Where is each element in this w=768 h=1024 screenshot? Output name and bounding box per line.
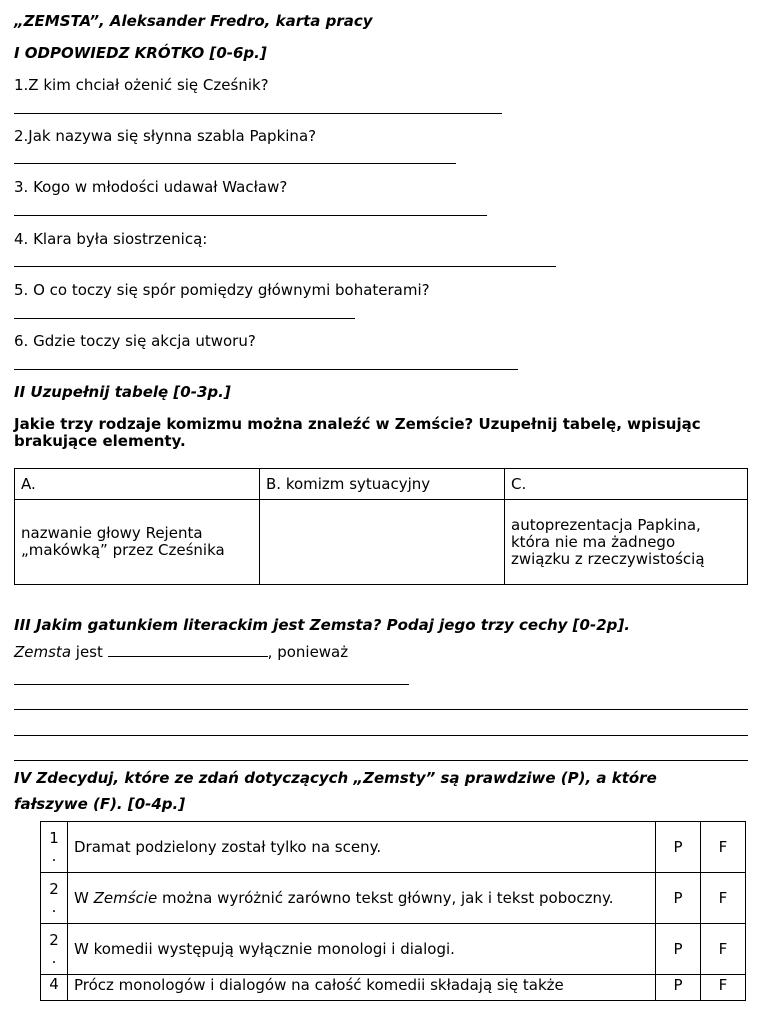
question-1: 1.Z kim chciał ożenić się Cześnik? bbox=[14, 76, 269, 94]
section-3-line-3[interactable] bbox=[14, 735, 748, 736]
answer-line-3[interactable] bbox=[14, 215, 487, 216]
section-2-instruction-line-2: brakujące elementy. bbox=[14, 432, 186, 450]
table-cell-b-empty[interactable] bbox=[260, 500, 505, 585]
table-row bbox=[41, 822, 746, 873]
row-number-dot: . bbox=[51, 847, 57, 865]
table-row bbox=[41, 924, 746, 975]
table-cell-c-line-1: autoprezentacja Papkina, bbox=[511, 515, 701, 534]
answer-line-2[interactable] bbox=[14, 163, 456, 164]
true-option[interactable]: P bbox=[656, 873, 701, 924]
work-title: Zemsta bbox=[14, 643, 72, 661]
section-2-heading: II Uzupełnij tabelę [0-3p.] bbox=[14, 383, 231, 401]
table-cell-a bbox=[15, 500, 260, 585]
section-1-heading: I ODPOWIEDZ KRÓTKO [0-6p.] bbox=[14, 44, 267, 62]
answer-line-1[interactable] bbox=[14, 113, 502, 114]
section-4-heading-line-2: fałszywe (F). [0-4p.] bbox=[14, 795, 186, 813]
table-row bbox=[41, 975, 746, 1001]
false-option[interactable]: F bbox=[701, 822, 746, 873]
section-2-instruction-line-1: Jakie trzy rodzaje komizmu można znaleźć w Zemście? Uzupełnij tabelę, wpisując bbox=[14, 415, 701, 433]
statement-text bbox=[68, 873, 656, 924]
worksheet-title: „ZEMSTA”, Aleksander Fredro, karta pracy bbox=[14, 12, 373, 30]
true-option[interactable]: P bbox=[656, 924, 701, 975]
statement-text: Dramat podzielony został tylko na sceny. bbox=[68, 822, 656, 873]
table-header-b: B. komizm sytuacyjny bbox=[260, 469, 505, 500]
section-4-heading-line-1: IV Zdecyduj, które ze zdań dotyczących „Zemsty” są prawdziwe (P), a które bbox=[14, 769, 657, 787]
answer-line-4[interactable] bbox=[14, 266, 556, 267]
table-cell-c-line-3: związku z rzeczywistością bbox=[511, 549, 705, 568]
comedy-types-table bbox=[14, 468, 748, 585]
question-3: 3. Kogo w młodości udawał Wacław? bbox=[14, 178, 288, 196]
statement-text-italic: Zemście bbox=[93, 889, 158, 907]
table-cell-c bbox=[505, 500, 748, 585]
answer-line-5[interactable] bbox=[14, 318, 355, 319]
row-number-dot: . bbox=[51, 898, 57, 916]
false-option[interactable]: F bbox=[701, 975, 746, 1001]
table-row bbox=[41, 873, 746, 924]
table-cell-a-line-2: „makówką” przez Cześnika bbox=[21, 541, 225, 559]
question-6: 6. Gdzie toczy się akcja utworu? bbox=[14, 332, 256, 350]
table-cell-c-line-2: która nie ma żadnego bbox=[511, 532, 676, 551]
true-false-table bbox=[40, 821, 746, 1001]
section-3-line-2[interactable] bbox=[14, 709, 748, 710]
false-option[interactable]: F bbox=[701, 924, 746, 975]
table-cell-a-line-1: nazwanie głowy Rejenta bbox=[21, 524, 203, 542]
true-option[interactable]: P bbox=[656, 975, 701, 1001]
table-header-c: C. bbox=[505, 469, 748, 500]
row-number bbox=[41, 873, 68, 924]
false-option[interactable]: F bbox=[701, 873, 746, 924]
question-5: 5. O co toczy się spór pomiędzy głównymi bohaterami? bbox=[14, 281, 430, 299]
section-3-answer-start bbox=[14, 642, 348, 661]
row-number bbox=[41, 924, 68, 975]
table-header-a: A. bbox=[15, 469, 260, 500]
statement-text: Prócz monologów i dialogów na całość komedii składają się także bbox=[68, 975, 656, 1001]
answer-line-6[interactable] bbox=[14, 369, 518, 370]
answer-connector: jest bbox=[71, 643, 108, 661]
question-2: 2.Jak nazywa się słynna szabla Papkina? bbox=[14, 127, 317, 145]
question-4: 4. Klara była siostrzenicą: bbox=[14, 230, 208, 248]
statement-text: W komedii występują wyłącznie monologi i dialogi. bbox=[68, 924, 656, 975]
row-number-dot: . bbox=[51, 949, 57, 967]
true-option[interactable]: P bbox=[656, 822, 701, 873]
genre-blank[interactable] bbox=[108, 642, 268, 657]
statement-text-after: można wyróżnić zarówno tekst główny, jak i tekst poboczny. bbox=[157, 889, 614, 907]
section-3-heading: III Jakim gatunkiem literackim jest Zemsta? Podaj jego trzy cechy [0-2p]. bbox=[14, 616, 630, 634]
row-number-digit: 2 bbox=[49, 931, 59, 949]
row-number bbox=[41, 975, 68, 1001]
row-number-digit: 4 bbox=[49, 975, 59, 993]
row-number-digit: 2 bbox=[49, 880, 59, 898]
section-3-line-4[interactable] bbox=[14, 760, 748, 761]
statement-text-before: W bbox=[74, 889, 94, 907]
section-3-line-1[interactable] bbox=[14, 684, 409, 685]
row-number bbox=[41, 822, 68, 873]
answer-because: , ponieważ bbox=[267, 643, 349, 661]
row-number-digit: 1 bbox=[49, 829, 59, 847]
